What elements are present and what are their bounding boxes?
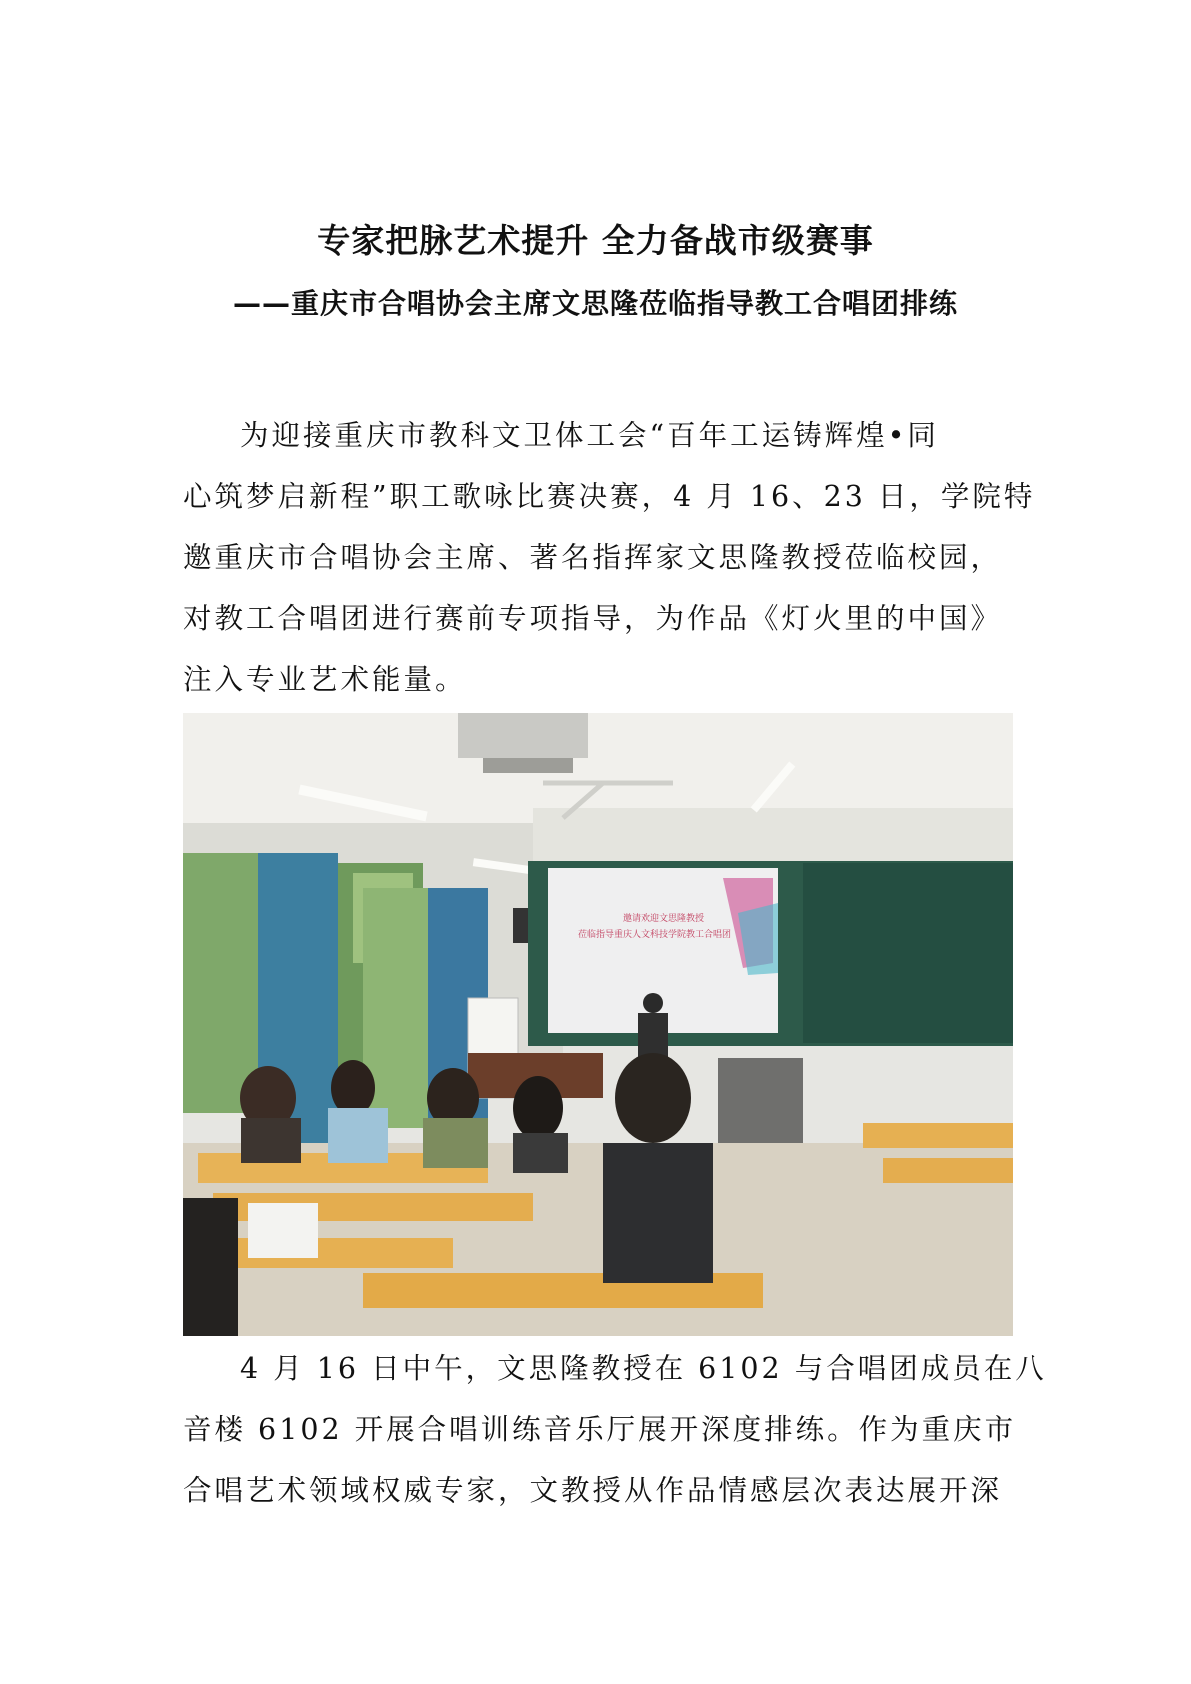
paragraph-2-line-2: 音楼 6102 开展合唱训练音乐厅展开深度排练。作为重庆市: [183, 1413, 1017, 1446]
article-title: 专家把脉艺术提升 全力备战市级赛事: [317, 221, 874, 260]
screen-text-line-1: 邀请欢迎文思隆教授: [623, 914, 705, 924]
article-subtitle: ——重庆市合唱协会主席文思隆莅临指导教工合唱团排练: [232, 287, 958, 320]
rehearsal-photo: [183, 713, 1013, 1336]
paragraph-1-line-4: 对教工合唱团进行赛前专项指导，为作品《灯火里的中国》: [183, 602, 1003, 635]
paragraph-1-line-5: 注入专业艺术能量。: [183, 663, 467, 696]
paragraph-2-line-1: 4 月 16 日中午，文思隆教授在 6102 与合唱团成员在八: [240, 1352, 1047, 1385]
paragraph-1-line-2: 心筑梦启新程”职工歌咏比赛决赛，4 月 16、23 日，学院特: [183, 480, 1036, 513]
paragraph-1-line-3: 邀重庆市合唱协会主席、著名指挥家文思隆教授莅临校园，: [183, 541, 1003, 574]
paragraph-2-line-3: 合唱艺术领域权威专家，文教授从作品情感层次表达展开深: [183, 1474, 1003, 1507]
screen-text-line-2: 莅临指导重庆人文科技学院教工合唱团: [578, 930, 732, 940]
paragraph-1-line-1: 为迎接重庆市教科文卫体工会“百年工运铸辉煌•同: [240, 419, 939, 452]
